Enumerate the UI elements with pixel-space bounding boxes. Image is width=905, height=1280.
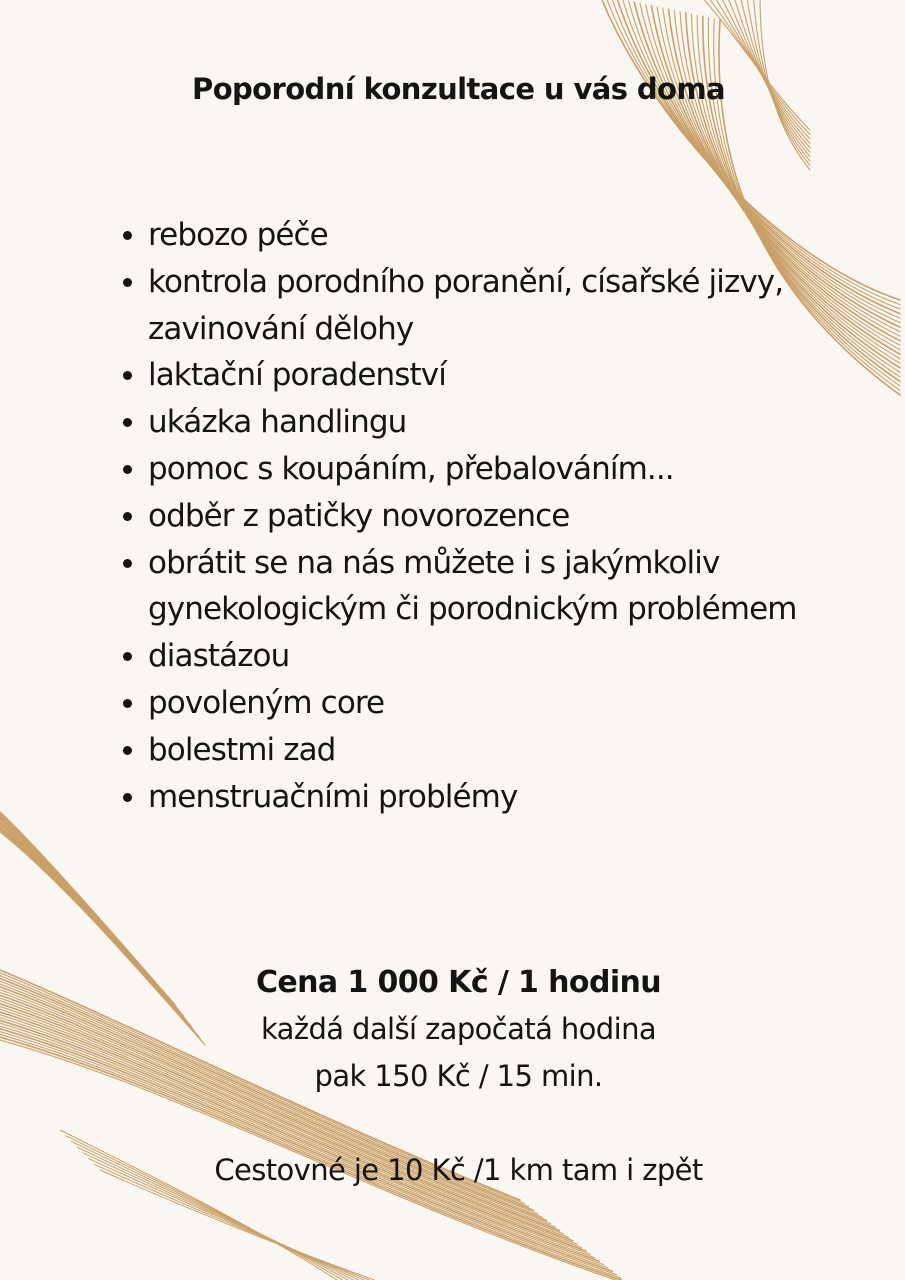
service-item: • povoleným core [148,680,905,727]
service-item: • bolestmi zad [148,727,905,774]
travel-cost-text: Cestovné je 10 Kč /1 km tam i zpět [214,1153,703,1187]
extra-hour-text: každá další započatá hodina [260,1012,657,1046]
service-item: • pomoc s koupáním, přebalováním... [148,446,905,493]
services-list [108,212,905,820]
service-item: • kontrola porodního poranění, císařské jizvy, zavinování dělohy [148,259,905,353]
service-item: • menstruačními problémy [148,774,905,821]
service-item: • rebozo péče [148,212,905,259]
extra-rate-text: pak 150 Kč / 15 min. [314,1059,603,1093]
page-title: Poporodní konzultace u vás doma [192,72,725,106]
pricing-block [0,959,905,1100]
service-item: • laktační poradenství [148,352,905,399]
service-item: • ukázka handlingu [148,399,905,446]
service-item: • odběr z patičky novorozence [148,493,905,540]
service-item: • obrátit se na nás můžete i s jakýmkoliv gynekologickým či porodnickým problémem [148,540,905,634]
service-item: • diastázou [148,633,905,680]
price-text: Cena 1 000 Kč / 1 hodinu [255,965,662,1000]
